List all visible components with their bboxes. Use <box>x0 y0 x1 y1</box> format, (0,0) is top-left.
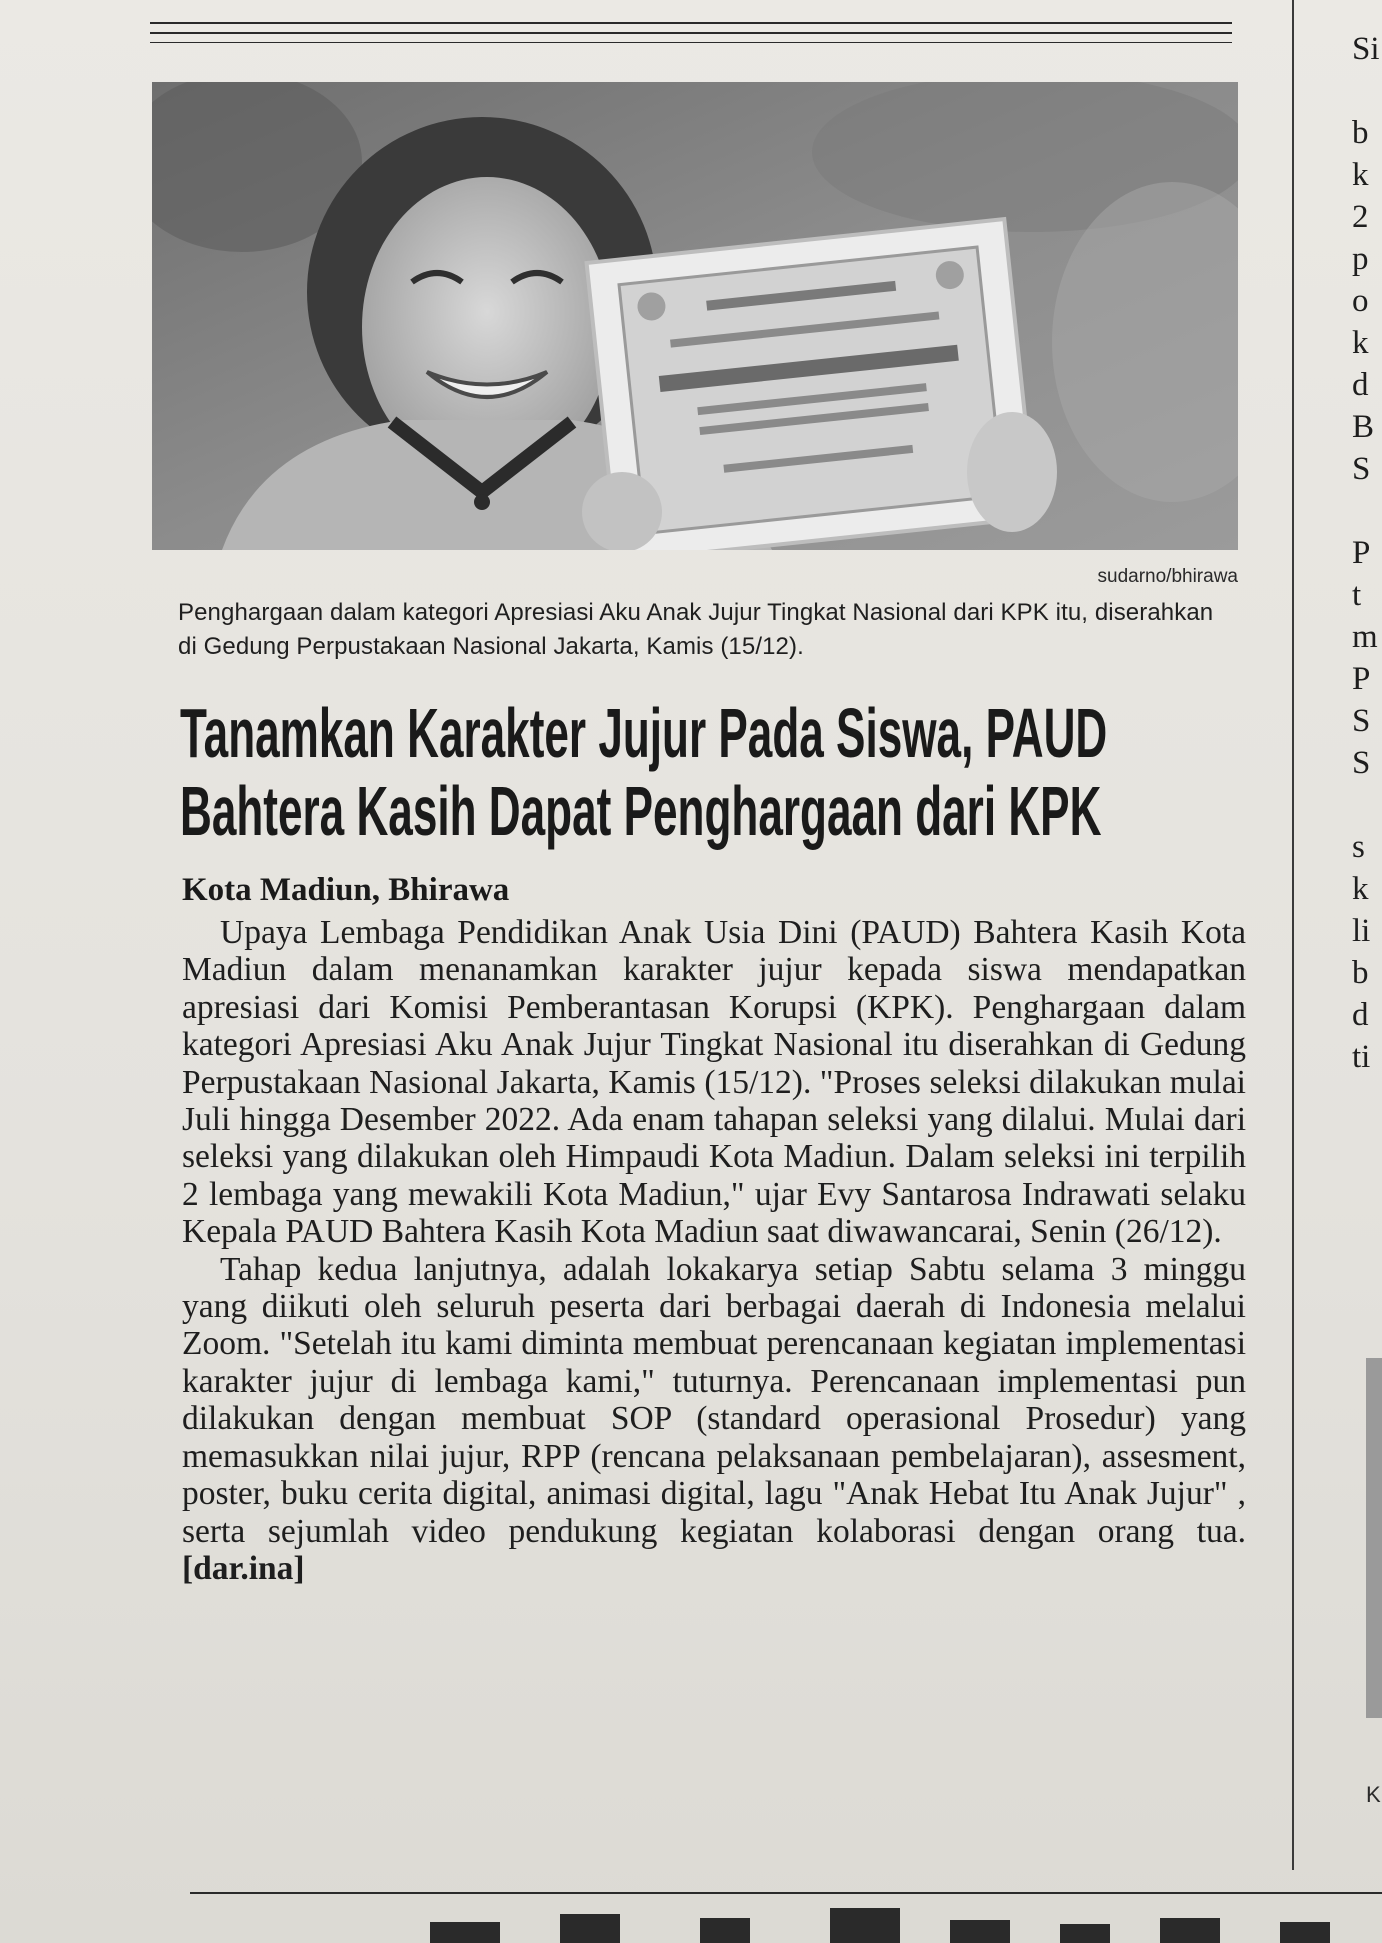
top-rule-2 <box>150 32 1232 34</box>
side-line: k <box>1352 325 1369 361</box>
side-line: t <box>1352 577 1362 613</box>
adjacent-photo-edge <box>1366 1358 1382 1718</box>
side-line: k <box>1352 871 1369 907</box>
side-line: S <box>1352 745 1371 781</box>
side-line: P <box>1352 535 1371 571</box>
side-line: 2 <box>1352 199 1369 235</box>
side-line: S <box>1352 451 1371 487</box>
side-line <box>1352 490 1382 532</box>
side-line <box>1352 70 1382 112</box>
adjacent-bottom-letter: K <box>1366 1782 1381 1807</box>
side-line: o <box>1352 283 1369 319</box>
side-line: li <box>1352 913 1371 949</box>
side-line: B <box>1352 409 1375 445</box>
side-line: d <box>1352 367 1369 403</box>
paragraph-2-text: Tahap kedua lanjutnya, adalah lokakarya setiap Sabtu selama 3 minggu yang diikuti oleh seluruh peserta dari berbagai daerah di Indonesia melalui Zoom. "Setelah itu kami diminta membuat perencanaan kegiatan implementasi karakter jujur di lembaga kami," tuturnya. Perencanaan implementasi pun dilakukan dengan membuat SOP (standard operasional Prosedur) yang memasukkan nilai jujur, RPP (rencana pelaksanaan pembelajaran), assesment, poster, buku cerita digital, animasi digital, lagu "Anak Hebat Itu Anak Jujur" , serta sejumlah video pendukung kegiatan kolaborasi dengan orang tua. <box>182 1250 1246 1550</box>
side-line: k <box>1352 157 1369 193</box>
adjacent-column <box>1352 28 1382 1078</box>
side-line: b <box>1352 955 1369 991</box>
headline-line-1: Tanamkan Karakter Jujur Pada Siswa, PAUD <box>180 694 1108 772</box>
side-line: m <box>1352 619 1378 655</box>
side-line: S <box>1352 703 1371 739</box>
side-line: s <box>1352 829 1365 865</box>
side-line: p <box>1352 241 1369 277</box>
photo-caption: Penghargaan dalam kategori Apresiasi Aku Anak Jujur Tingkat Nasional dari KPK itu, diserahkan di Gedung Perpustakaan Nasional Jakarta, Kamis (15/12). <box>178 599 1214 660</box>
bottom-rule <box>190 1892 1382 1894</box>
headline-line-2: Bahtera Kasih Dapat Penghargaan dari KPK <box>180 772 1102 850</box>
headline <box>180 694 1108 850</box>
photo-credit: sudarno/bhirawa <box>1097 566 1238 587</box>
author-signature: [dar.ina] <box>182 1549 305 1587</box>
paragraph-1: Upaya Lembaga Pendidikan Anak Usia Dini (PAUD) Bahtera Kasih Kota Madiun dalam menanamkan karakter jujur kepada siswa mendapatkan apresiasi dari Komisi Pemberantasan Korupsi (KPK). Penghargaan dalam kategori Apresiasi Aku Anak Jujur Tingkat Nasional itu diserahkan di Gedung Perpustakaan Nasional Jakarta, Kamis (15/12). "Proses seleksi dilakukan mulai Juli hingga Desember 2022. Ada enam tahapan seleksi yang dilalui. Mulai dari seleksi yang dilakukan oleh Himpaudi Kota Madiun. Dalam seleksi ini terpilih 2 lembaga yang mewakili Kota Madiun," ujar Evy Santarosa Indrawati selaku Kepala PAUD Bahtera Kasih Kota Madiun saat diwawancarai, Senin (26/12). <box>182 914 1246 1251</box>
side-line: ti <box>1352 1039 1371 1075</box>
photo-icon <box>152 82 1238 550</box>
side-line <box>1352 784 1382 826</box>
top-rule-3 <box>150 42 1232 43</box>
side-line: Si <box>1352 31 1380 67</box>
dateline: Kota Madiun, Bhirawa <box>182 872 510 908</box>
article-body <box>182 914 1246 1587</box>
side-line: P <box>1352 661 1371 697</box>
article-photo <box>152 82 1238 550</box>
side-line: b <box>1352 115 1369 151</box>
column-divider <box>1292 0 1294 1870</box>
side-line: d <box>1352 997 1369 1033</box>
top-rule-1 <box>150 22 1232 24</box>
paragraph-2 <box>182 1251 1246 1588</box>
next-article-headline-edge <box>0 1900 1382 1943</box>
